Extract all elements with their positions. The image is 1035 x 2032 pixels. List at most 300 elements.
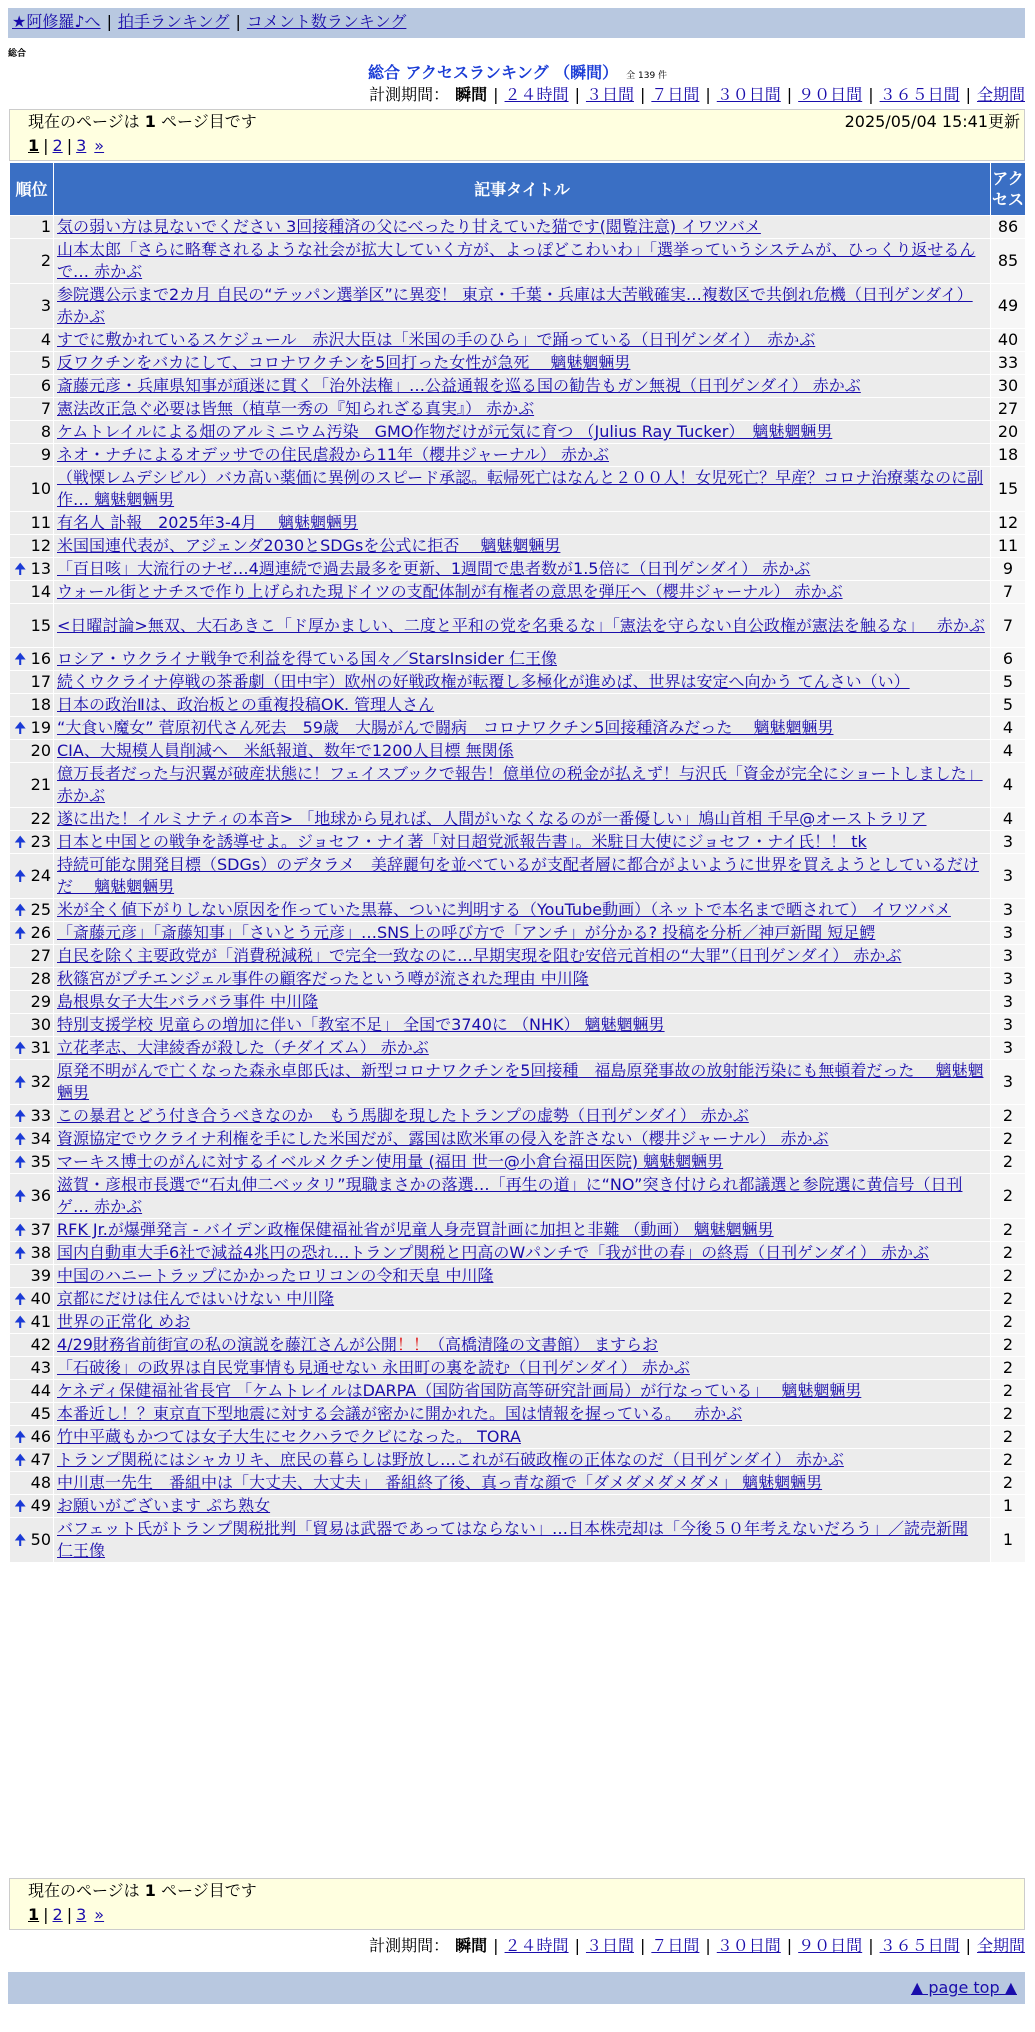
rank-number: 26: [30, 923, 51, 942]
rank-number: 6: [40, 376, 51, 395]
title-cell: [54, 1426, 991, 1449]
title-cell: [54, 467, 991, 512]
title-cell: [54, 1403, 991, 1426]
rank-up-icon: 🠉: [14, 1290, 27, 1308]
period-sep: |: [786, 1936, 793, 1955]
table-row: [10, 899, 1026, 922]
rank-cell: [10, 1334, 54, 1357]
next-page-link[interactable]: »: [94, 136, 105, 155]
period-link[interactable]: ３６５日間: [879, 85, 960, 104]
period-link[interactable]: ９０日間: [798, 85, 863, 104]
table-row: [10, 717, 1026, 740]
rank-cell: [10, 671, 54, 694]
rank-header: 順位: [10, 163, 54, 216]
rank-number: 28: [30, 969, 51, 988]
title-cell: [54, 1151, 991, 1174]
period-link[interactable]: ３日間: [585, 1936, 634, 1955]
period-current: 瞬間: [455, 85, 488, 104]
title-cell: [54, 535, 991, 558]
rank-cell: [10, 854, 54, 899]
rank-cell: [10, 1518, 54, 1563]
article-link[interactable]: 斎藤元彦・兵庫県知事が頑迷に貫く「治外法権」…公益通報を巡る国の勧告もガン無視（日刊ゲンダイ） 赤かぶ: [57, 376, 861, 395]
rank-number: 43: [30, 1358, 51, 1377]
rank-cell: [10, 1014, 54, 1037]
table-row: [10, 375, 1026, 398]
article-link[interactable]: マーキス博士のがんに対するイベルメクチン使用量 (福田 世一@小倉台福田医院) 魑魅魍魎男: [57, 1152, 724, 1171]
rank-cell: [10, 831, 54, 854]
article-link[interactable]: ロシア・ウクライナ戦争で利益を得ている国々／StarsInsider 仁王像: [57, 649, 557, 668]
title-cell: [54, 1495, 991, 1518]
table-row: [10, 1219, 1026, 1242]
rank-up-icon: 🠉: [14, 1531, 27, 1549]
rank-cell: [10, 1403, 54, 1426]
title-cell: [54, 558, 991, 581]
access-count: 49: [991, 284, 1026, 329]
table-row: [10, 604, 1026, 648]
article-link[interactable]: 「百日咳」大流行のナゼ…4週連続で過去最多を更新、1週間で患者数が1.5倍に（日刊ゲンダイ） 赤かぶ: [57, 559, 811, 578]
rank-number: 35: [30, 1152, 51, 1171]
table-row: [10, 808, 1026, 831]
rank-up-icon: 🠉: [14, 1497, 27, 1515]
table-row: [10, 558, 1026, 581]
rank-cell: [10, 763, 54, 808]
home-link[interactable]: ★阿修羅♪へ: [12, 12, 101, 31]
article-link[interactable]: 世界の正常化 めお: [57, 1312, 191, 1331]
table-row: [10, 740, 1026, 763]
table-row: [10, 1242, 1026, 1265]
title-cell: [54, 1334, 991, 1357]
rank-cell: [10, 512, 54, 535]
article-link[interactable]: 日本の政治Ⅱは、政治板との重複投稿OK. 管理人さん: [57, 695, 435, 714]
table-row: [10, 968, 1026, 991]
title-cell: [54, 352, 991, 375]
title-cell: [54, 717, 991, 740]
rank-up-icon: 🠉: [14, 1107, 27, 1125]
rank-number: 32: [30, 1072, 51, 1091]
rank-up-icon: 🠉: [14, 1221, 27, 1239]
title-cell: [54, 831, 991, 854]
article-link[interactable]: ケネディ保健福祉省長官 「ケムトレイルはDARPA（国防省国防高等研究計画局）が行なっている」 魑魅魍魎男: [57, 1381, 862, 1400]
rank-number: 42: [30, 1335, 51, 1354]
title-cell: [54, 1288, 991, 1311]
article-link[interactable]: ケムトレイルによる畑のアルミニウム汚染 GMO作物だけが元気に育つ （Julius Ray Tucker） 魑魅魍魎男: [57, 422, 833, 441]
article-link[interactable]: “大食い魔女” 菅原初代さん死去 59歳 大腸がんで闘病 コロナワクチン5回接種済みだった 魑魅魍魎男: [57, 718, 834, 737]
rank-number: 48: [30, 1473, 51, 1492]
page-links: [10, 134, 1024, 158]
category-label: 総合: [8, 49, 27, 59]
rank-cell: [10, 535, 54, 558]
title-cell: [54, 1014, 991, 1037]
rank-number: 3: [40, 296, 51, 315]
article-link[interactable]: 立花孝志、大津綾香が殺した（チダイズム） 赤かぶ: [57, 1038, 429, 1057]
rank-cell: [10, 968, 54, 991]
table-row: [10, 352, 1026, 375]
rank-number: 10: [30, 479, 51, 498]
table-row: [10, 1037, 1026, 1060]
article-link[interactable]: 続くウクライナ停戦の茶番劇（田中宇）欧州の好戦政権が転覆し多極化が進めば、世界は安定へ向かう てんさい（い）: [57, 672, 910, 691]
article-link[interactable]: 気の弱い方は見ないでください 3回接種済の父にべったり甘えていた猫です(閲覧注意) イワツバメ: [57, 217, 761, 236]
rank-cell: [10, 467, 54, 512]
access-count: 2: [991, 1311, 1026, 1334]
article-link[interactable]: RFK Jr.が爆弾発言 - バイデン政権保健福祉省が児童人身売買計画に加担と非難 （動画） 魑魅魍魎男: [57, 1220, 774, 1239]
article-link[interactable]: この暴君とどう付き合うべきなのか もう馬脚を現したトランプの虚勢（日刊ゲンダイ） 赤かぶ: [57, 1106, 749, 1125]
title-cell: [54, 239, 991, 284]
rank-cell: [10, 1449, 54, 1472]
rank-cell: [10, 581, 54, 604]
access-count: 3: [991, 1037, 1026, 1060]
table-row: [10, 329, 1026, 352]
access-count: 86: [991, 216, 1026, 239]
emphasis-mark: ！！: [396, 1335, 429, 1354]
rank-cell: [10, 239, 54, 284]
rank-number: 22: [30, 809, 51, 828]
access-count: 7: [991, 604, 1026, 648]
rank-number: 25: [30, 900, 51, 919]
rank-up-icon: 🠉: [14, 1073, 27, 1091]
rank-cell: [10, 398, 54, 421]
access-count: 7: [991, 581, 1026, 604]
article-link[interactable]: 「石破後」の政界は自民党事情も見通せない 永田町の裏を読む（日刊ゲンダイ） 赤かぶ: [57, 1358, 690, 1377]
rank-number: 4: [40, 330, 51, 349]
title-cell: [54, 740, 991, 763]
rank-cell: [10, 1060, 54, 1105]
rank-number: 44: [30, 1381, 51, 1400]
article-link[interactable]: 竹中平蔵もかつては女子大生にセクハラでクビになった。 TORA: [57, 1427, 521, 1446]
access-count: 4: [991, 740, 1026, 763]
item-count: 全 139 件: [626, 71, 668, 81]
rank-up-icon: 🠉: [14, 1039, 27, 1057]
access-count: 3: [991, 854, 1026, 899]
rank-number: 12: [30, 536, 51, 555]
access-count: 3: [991, 899, 1026, 922]
rank-cell: [10, 375, 54, 398]
access-count: 2: [991, 1334, 1026, 1357]
table-row: [10, 1426, 1026, 1449]
rank-number: 9: [40, 445, 51, 464]
title-header: 記事タイトル: [54, 163, 991, 216]
rank-up-icon: 🠉: [14, 833, 27, 851]
rank-number: 15: [30, 615, 51, 635]
page-links: [10, 1903, 1024, 1927]
article-link[interactable]: 中国のハニートラップにかかったロリコンの令和天皇 中川隆: [57, 1266, 494, 1285]
access-count: 2: [991, 1174, 1026, 1219]
page-link-2[interactable]: 2: [52, 1905, 63, 1924]
rank-number: 7: [40, 399, 51, 418]
period-sep: |: [493, 1936, 499, 1955]
period-label: 計測期間：: [369, 85, 450, 104]
access-count: 3: [991, 945, 1026, 968]
rank-number: 33: [30, 1106, 51, 1125]
table-row: [10, 1060, 1026, 1105]
access-count: 3: [991, 991, 1026, 1014]
rank-cell: [10, 1105, 54, 1128]
rank-cell: [10, 1495, 54, 1518]
access-header: アクセス: [991, 163, 1026, 216]
rank-cell: [10, 1472, 54, 1495]
access-count: 27: [991, 398, 1026, 421]
article-link[interactable]: 山本太郎「さらに略奪されるような社会が拡大していく方が、よっぽどこわいわ」「選挙っていうシステムが、ひっくり返せるんで… 赤かぶ: [57, 240, 976, 281]
period-current: 瞬間: [455, 1936, 488, 1955]
rank-number: 13: [30, 559, 51, 578]
pager-bottom: [9, 1878, 1025, 1930]
rank-cell: [10, 558, 54, 581]
rank-number: 30: [30, 1015, 51, 1034]
rank-cell: [10, 284, 54, 329]
title-cell: [54, 284, 991, 329]
next-page-link[interactable]: »: [94, 1905, 105, 1924]
table-row: [10, 1014, 1026, 1037]
article-link[interactable]: 自民を除く主要政党が「消費税減税」で完全一致なのに…早期実現を阻む安倍元首相の“大罪”（日刊ゲンダイ） 赤かぶ: [57, 946, 902, 965]
access-count: 2: [991, 1449, 1026, 1472]
access-count: 1: [991, 1495, 1026, 1518]
rank-number: 1: [40, 217, 51, 236]
access-count: 2: [991, 1219, 1026, 1242]
rank-number: 24: [30, 866, 51, 885]
article-link[interactable]: 4/29財務省前街宣の私の演説を藤江さんが公開！！（高橋清隆の文書館） ますらお: [57, 1335, 659, 1354]
table-row: [10, 1403, 1026, 1426]
clap-ranking-link[interactable]: 拍手ランキング: [117, 12, 230, 31]
title-cell: [54, 1242, 991, 1265]
rank-number: 39: [30, 1266, 51, 1285]
table-row: [10, 763, 1026, 808]
article-link[interactable]: 憲法改正急ぐ必要は皆無（植草一秀の『知られざる真実』） 赤かぶ: [57, 399, 535, 418]
title-cell: [54, 1357, 991, 1380]
rank-cell: [10, 740, 54, 763]
footer-bar: [8, 1972, 1025, 2004]
rank-number: 2: [40, 251, 51, 270]
article-link[interactable]: 京都にだけは住んではいけない 中川隆: [57, 1289, 335, 1308]
article-link[interactable]: 国内自動車大手6社で減益4兆円の恐れ…トランプ関税と円高のWパンチで「我が世の春」の終焉（日刊ゲンダイ） 赤かぶ: [57, 1243, 929, 1262]
access-count: 85: [991, 239, 1026, 284]
access-count: 33: [991, 352, 1026, 375]
rank-number: 29: [30, 992, 51, 1011]
access-count: 4: [991, 763, 1026, 808]
title-cell: [54, 1265, 991, 1288]
rank-number: 11: [30, 513, 51, 532]
rank-cell: [10, 899, 54, 922]
title-cell: [54, 808, 991, 831]
period-link[interactable]: ３６５日間: [879, 1936, 960, 1955]
rank-number: 50: [30, 1530, 51, 1549]
article-link[interactable]: 米国国連代表が、アジェンダ2030とSDGsを公式に拒否 魑魅魍魎男: [57, 536, 561, 555]
title-cell: [54, 421, 991, 444]
table-row: [10, 1174, 1026, 1219]
article-link[interactable]: 原発不明がんで亡くなった森永卓郎氏は、新型コロナワクチンを5回接種 福島原発事故の放射能汚染にも無頓着だった 魑魅魍魎男: [57, 1061, 984, 1102]
page-sep: |: [66, 136, 73, 155]
rank-cell: [10, 1219, 54, 1242]
title-cell: [54, 444, 991, 467]
rank-cell: [10, 1128, 54, 1151]
access-count: 30: [991, 375, 1026, 398]
rank-number: 45: [30, 1404, 51, 1423]
access-count: 2: [991, 1288, 1026, 1311]
rank-number: 8: [40, 422, 51, 441]
rank-number: 31: [30, 1038, 51, 1057]
article-link[interactable]: ウォール街とナチスで作り上げられた現ドイツの支配体制が有権者の意思を弾圧へ（櫻井ジャーナル） 赤かぶ: [57, 582, 843, 601]
page-link-3[interactable]: 3: [76, 1905, 87, 1924]
access-count: 2: [991, 1242, 1026, 1265]
period-sep: |: [868, 85, 874, 104]
article-link[interactable]: 持続可能な開発目標（SDGs）のデタラメ 美辞麗句を並べているが支配者層に都合がよいように世界を買えようとしているだけだ 魑魅魍魎男: [57, 855, 979, 896]
period-link[interactable]: ３０日間: [716, 1936, 781, 1955]
access-count: 3: [991, 1060, 1026, 1105]
title-cell: [54, 968, 991, 991]
article-link[interactable]: バフェット氏がトランプ関税批判「貿易は武器であってはならない」…日本株売却は「今後５０年考えないだろう」／読売新聞 仁王像: [57, 1519, 969, 1560]
table-row: [10, 945, 1026, 968]
rank-up-icon: 🠉: [14, 719, 27, 737]
access-count: 2: [991, 1403, 1026, 1426]
article-link[interactable]: 「斎藤元彦」「斎藤知事」「さいとう元彦」…SNS上の呼び方で「アンチ」が分かる? 投稿を分析／神戸新聞 短足鰐: [57, 923, 876, 942]
access-count: 4: [991, 717, 1026, 740]
article-link[interactable]: 資源協定でウクライナ利権を手にした米国だが、露国は欧米軍の侵入を許さない（櫻井ジャーナル） 赤かぶ: [57, 1129, 829, 1148]
period-sep: |: [965, 85, 971, 104]
rank-cell: [10, 1426, 54, 1449]
rank-cell: [10, 1242, 54, 1265]
rank-number: 16: [30, 649, 51, 668]
title-cell: [54, 854, 991, 899]
access-count: 3: [991, 968, 1026, 991]
article-link[interactable]: CIA、大規模人員削減へ 米紙報道、数年で1200人目標 無関係: [57, 741, 514, 760]
article-link[interactable]: トランプ関税にはシャカリキ、庶民の暮らしは野放し…これが石破政権の正体なのだ（日刊ゲンダイ） 赤かぶ: [57, 1450, 844, 1469]
period-sep: |: [965, 1936, 971, 1955]
article-link[interactable]: 億万長者だった与沢翼が破産状態に！フェイスブックで報告！億単位の税金が払えず！与沢氏「資金が完全にショートしました」 赤かぶ: [57, 764, 983, 805]
article-link[interactable]: <日曜討論>無双、大石あきこ「ド厚かましい、二度と平和の党を名乗るな」「憲法を守らない自公政権が憲法を触るな」 赤かぶ: [57, 615, 985, 635]
rank-number: 23: [30, 832, 51, 851]
rank-cell: [10, 1265, 54, 1288]
article-link[interactable]: 中川恵一先生 番組中は「大丈夫、大丈夫」 番組終了後、真っ青な顔で「ダメダメダメダメ」 魑魅魍魎男: [57, 1473, 823, 1492]
title-cell: [54, 991, 991, 1014]
period-link[interactable]: ３日間: [585, 85, 634, 104]
table-row: [10, 1518, 1026, 1563]
page-title: 総合 アクセスランキング （瞬間）: [367, 63, 619, 82]
page-sep: |: [43, 136, 49, 155]
access-count: 20: [991, 421, 1026, 444]
table-row: [10, 922, 1026, 945]
access-count: 9: [991, 558, 1026, 581]
table-row: [10, 831, 1026, 854]
title-cell: [54, 1518, 991, 1563]
access-count: 40: [991, 329, 1026, 352]
table-row: [10, 1265, 1026, 1288]
rank-cell: [10, 421, 54, 444]
title-cell: [54, 581, 991, 604]
article-link[interactable]: 遂に出た！イルミナティの本音> 「地球から見れば、人間がいなくなるのが一番優しい」鳩山首相 千早@オーストラリア: [57, 809, 927, 828]
table-row: [10, 444, 1026, 467]
title-cell: [54, 398, 991, 421]
pager-top: [9, 109, 1025, 161]
article-link[interactable]: 本番近し！？東京直下型地震に対する会議が密かに開かれた。国は情報を握っている。 赤かぶ: [57, 1404, 743, 1423]
rank-cell: [10, 922, 54, 945]
ranking-table: [9, 162, 1026, 1563]
article-link[interactable]: （戦慄レムデシビル）バカ高い薬価に異例のスピード承認。転帰死亡はなんと２００人！女児死亡？早産？コロナ治療薬なのに副作… 魑魅魍魎男: [57, 468, 984, 509]
rank-number: 47: [30, 1450, 51, 1469]
article-link[interactable]: すでに敷かれているスケジュール 赤沢大臣は「米国の手のひら」で踊っている（日刊ゲンダイ） 赤かぶ: [57, 330, 816, 349]
title-cell: [54, 1380, 991, 1403]
period-link[interactable]: ７日間: [651, 85, 700, 104]
access-count: 5: [991, 694, 1026, 717]
rank-cell: [10, 1357, 54, 1380]
period-link[interactable]: 全期間: [976, 1936, 1025, 1955]
rank-number: 41: [30, 1312, 51, 1331]
article-link[interactable]: 滋賀・彦根市長選で“石丸伸二ベッタリ”現職まさかの落選…「再生の道」に“NO”突き付けられ都議選と参院選に黄信号（日刊ゲ… 赤かぶ: [57, 1175, 963, 1216]
table-row: [10, 1128, 1026, 1151]
table-row: [10, 1495, 1026, 1518]
rank-cell: [10, 694, 54, 717]
period-link[interactable]: ３０日間: [716, 85, 781, 104]
article-link[interactable]: 日本と中国との戦争を誘導せよ。ジョセフ・ナイ著「対日超党派報告書」。米駐日大使にジョセフ・ナイ氏！！ tk: [57, 832, 867, 851]
rank-up-icon: 🠉: [14, 1428, 27, 1446]
page-top-link[interactable]: ▲ page top ▲: [910, 1978, 1017, 1997]
period-sep: |: [705, 1936, 711, 1955]
period-sep: |: [705, 85, 711, 104]
article-link[interactable]: ネオ・ナチによるオデッサでの住民虐殺から11年（櫻井ジャーナル） 赤かぶ: [57, 445, 610, 464]
article-link[interactable]: 米が全く値下がりしない原因を作っていた黒幕、ついに判明する（YouTube動画）（ネットで本名まで晒されて） イワツバメ: [57, 900, 951, 919]
table-row: [10, 284, 1026, 329]
table-row: [10, 1311, 1026, 1334]
article-link[interactable]: 特別支援学校 児童らの増加に伴い「教室不足」 全国で3740に （NHK） 魑魅魍魎男: [57, 1015, 665, 1034]
article-link[interactable]: 反ワクチンをバカにして、コロナワクチンを5回打った女性が急死 魑魅魍魎男: [57, 353, 631, 372]
table-row: [10, 1151, 1026, 1174]
article-link[interactable]: 島根県女子大生バラバラ事件 中川隆: [57, 992, 319, 1011]
period-sep: |: [786, 85, 793, 104]
table-row: [10, 1288, 1026, 1311]
rank-cell: [10, 808, 54, 831]
article-link[interactable]: 有名人 訃報 2025年3-4月 魑魅魍魎男: [57, 513, 359, 532]
period-link[interactable]: ２４時間: [504, 85, 569, 104]
table-row: [10, 398, 1026, 421]
top-nav-bar: [8, 8, 1025, 38]
nav-sep: |: [106, 12, 112, 31]
period-link[interactable]: 全期間: [976, 85, 1025, 104]
page-link-1: 1: [28, 1905, 40, 1924]
table-row: [10, 991, 1026, 1014]
updated-timestamp: 2025/05/04 15:41更新: [844, 112, 1020, 131]
rank-up-icon: 🠉: [14, 560, 27, 578]
access-count: 2: [991, 1357, 1026, 1380]
rank-cell: [10, 352, 54, 375]
page-link-2[interactable]: 2: [52, 136, 63, 155]
rank-number: 46: [30, 1427, 51, 1446]
access-count: 2: [991, 1472, 1026, 1495]
table-row: [10, 671, 1026, 694]
rank-number: 14: [30, 582, 51, 601]
period-link[interactable]: ９０日間: [798, 1936, 863, 1955]
article-link[interactable]: 秋篠宮がプチエンジェル事件の顧客だったという噂が流された理由 中川隆: [57, 969, 589, 988]
access-count: 4: [991, 808, 1026, 831]
title-cell: [54, 945, 991, 968]
article-link[interactable]: 参院選公示まで2カ月 自民の“テッパン選挙区”に異変！ 東京・千葉・兵庫は大苦戦確実…複数区で共倒れ危機（日刊ゲンダイ） 赤かぶ: [57, 285, 973, 326]
access-count: 2: [991, 1426, 1026, 1449]
table-row: [10, 239, 1026, 284]
rank-up-icon: 🠉: [14, 1451, 27, 1469]
table-row: [10, 1449, 1026, 1472]
access-count: 2: [991, 1128, 1026, 1151]
rank-up-icon: 🠉: [14, 1244, 27, 1262]
rank-up-icon: 🠉: [14, 1130, 27, 1148]
period-link[interactable]: ２４時間: [504, 1936, 569, 1955]
table-row: [10, 512, 1026, 535]
title-cell: [54, 1128, 991, 1151]
article-link[interactable]: お願いがございます ぷち熟女: [57, 1496, 271, 1515]
rank-cell: [10, 648, 54, 671]
page-link-3[interactable]: 3: [76, 136, 87, 155]
title-cell: [54, 1037, 991, 1060]
comment-ranking-link[interactable]: コメント数ランキング: [246, 12, 407, 31]
period-link[interactable]: ７日間: [651, 1936, 700, 1955]
rank-number: 34: [30, 1129, 51, 1148]
rank-number: 37: [30, 1220, 51, 1239]
table-row: [10, 1357, 1026, 1380]
